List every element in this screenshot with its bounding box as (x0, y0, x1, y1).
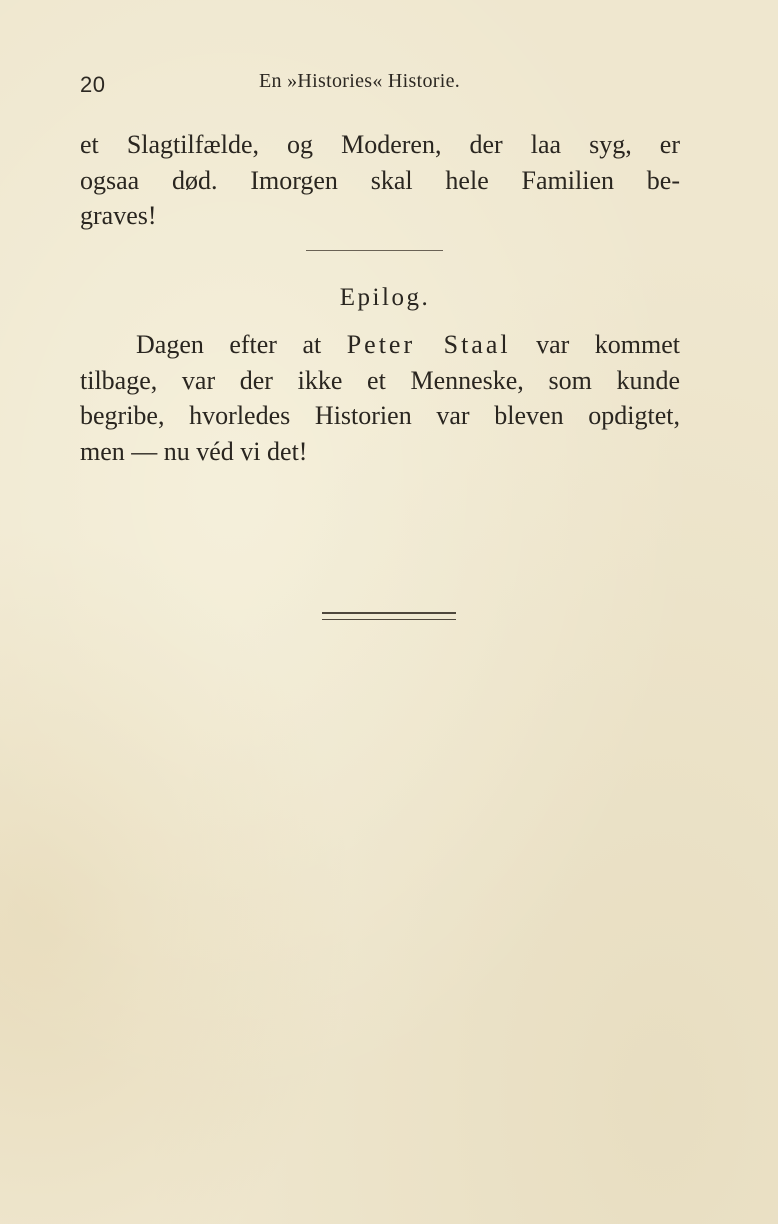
section-divider (306, 250, 443, 251)
text-fragment: var kommet (510, 330, 680, 359)
text-fragment: Dagen efter at (136, 330, 347, 359)
text-line: begribe, hvorledes Historien var bleven opdigtet, (80, 401, 680, 430)
text-line: tilbage, var der ikke et Menneske, som kunde (80, 365, 680, 395)
closing-paragraph (80, 127, 680, 234)
section-heading: Epilog. (339, 284, 431, 311)
text-line: ogsaa død. Imorgen skal hele Familien be- (80, 165, 680, 195)
running-title: En »Histories« Historie. (259, 70, 461, 92)
text-line: men — nu véd vi det! (80, 436, 308, 466)
end-ornament-rule (322, 612, 456, 620)
page-number: 20 (80, 72, 106, 97)
text-line: graves! (80, 201, 157, 230)
epilogue-paragraph (80, 327, 680, 469)
text-line (80, 327, 680, 363)
text-line: et Slagtilfælde, og Moderen, der laa syg, er (80, 130, 680, 159)
character-name: Peter Staal (346, 330, 511, 359)
